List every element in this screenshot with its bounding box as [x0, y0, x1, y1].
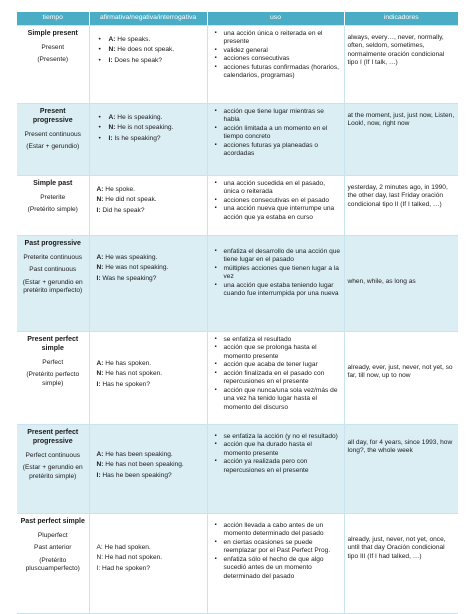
tense-alt-name: Pluperfect: [37, 531, 68, 539]
form-interrogative: [95, 472, 204, 480]
form-text: He has been speaking.: [103, 451, 173, 458]
header-indicadores: indicadores: [344, 12, 458, 26]
indicators-cell: [344, 236, 458, 332]
form-tag: A:: [96, 451, 104, 458]
tense-cell: [17, 26, 89, 104]
indicators-cell: [344, 26, 458, 104]
tense-name: Present progressive: [32, 108, 73, 124]
header-uso: uso: [207, 12, 344, 26]
form-affirmative: [95, 451, 204, 459]
form-affirmative: [97, 36, 204, 44]
indicators-text: already, ever, just, never, not yet, so far, till now, up to now: [347, 364, 453, 380]
form-negative: [95, 461, 204, 469]
form-text: I: Had he spoken?: [96, 564, 151, 572]
tense-name: Simple present: [27, 30, 78, 37]
form-affirmative: [95, 544, 204, 552]
form-text: He speaks.: [115, 36, 151, 43]
form-text: Was he speaking?: [100, 274, 157, 282]
form-negative: [95, 264, 204, 272]
form-negative: [95, 554, 204, 562]
uses-cell: [207, 26, 344, 104]
use-item: ▪ acciones futuras confirmadas (horarios, calendarios, programas): [224, 64, 341, 81]
use-item: ▪ se enfatiza el resultado: [224, 336, 341, 344]
tense-translation: (Estar + gerundio): [26, 143, 80, 151]
tense-alt-name: Perfect continuous: [25, 451, 81, 459]
indicators-text: at the moment, just, just now, Listen, Look!, now, right now: [347, 112, 455, 128]
form-text: Has he been speaking?: [100, 471, 172, 479]
form-tag: I:: [96, 380, 101, 388]
form-text: Has he spoken?: [100, 380, 151, 388]
use-item: ▪ acción que ha durado hasta el momento presente: [224, 441, 341, 458]
tense-alt-name: Preterite: [40, 193, 66, 201]
form-negative: [97, 124, 204, 132]
tense-table: [17, 12, 458, 614]
form-tag: I:: [96, 206, 101, 214]
use-item: ▪ una acción nueva que interrumpe una acción que ya estaba en curso: [224, 205, 341, 222]
form-tag: I:: [108, 134, 113, 142]
indicators-text: always, every…, never, normally, often, seldom, sometimes, normalmente oración condicional tipo I (If I talk, …): [347, 34, 445, 67]
indicators-text: all day, for 4 years, since 1993, how long?, the whole week: [347, 439, 453, 455]
forms-cell: [89, 425, 207, 514]
form-tag: A:: [96, 254, 104, 261]
form-tag: N:: [96, 461, 104, 469]
tense-alt-name-2: Past continuous: [29, 266, 77, 274]
tense-translation: (Pretérito pluscuamperfecto): [25, 556, 80, 573]
form-text: He was not speaking.: [103, 264, 169, 272]
header-row: [17, 12, 458, 26]
use-item: ▪ enfatiza sólo el hecho de que algo sucedió antes de un momento determinado del pasado: [224, 556, 341, 581]
tense-cell: [17, 332, 89, 425]
form-negative: [95, 370, 204, 378]
header-forms: afirmativa/negativa/interrogativa: [89, 12, 207, 26]
uses-cell: [207, 236, 344, 332]
tense-cell: [17, 514, 89, 614]
tense-translation: (Estar + gerundio en pretérito simple): [22, 464, 83, 480]
form-text: He spoke.: [103, 186, 135, 193]
indicators-cell: [344, 514, 458, 614]
tense-name: Present perfect progressive: [27, 429, 79, 445]
table-row: [17, 236, 458, 332]
uses-cell: [207, 104, 344, 176]
indicators-cell: [344, 104, 458, 176]
table-row: [17, 26, 458, 104]
tense-translation: (Presente): [37, 56, 69, 64]
use-item: ▪ acciones consecutivas en el pasado: [224, 197, 341, 205]
use-item: ▪ se enfatiza la acción (y no el resultado): [224, 433, 341, 441]
use-item: ▪ en ciertas ocasiones se puede reemplazar por el Past Perfect Prog.: [224, 539, 341, 556]
tense-cell: [17, 104, 89, 176]
form-text: He has not spoken.: [103, 370, 163, 378]
use-item: ▪ acción finalizada en el pasado con repercusiones en el presente: [224, 370, 341, 387]
use-item: ▪ una acción sucedida en el pasado, única o reiterada: [224, 180, 341, 197]
indicators-text: when, while, as long as: [347, 278, 416, 285]
indicators-cell: [344, 425, 458, 514]
use-item: ▪ acción que nunca/una sola vez/más de una vez ha tenido lugar hasta el momento del discurso: [224, 387, 341, 412]
table-row: [17, 176, 458, 236]
form-text: He was speaking.: [103, 254, 158, 261]
form-text: He does not speak.: [115, 46, 175, 54]
use-item: ▪ acciones futuras ya planeadas o acordadas: [224, 142, 341, 159]
form-affirmative: [95, 254, 204, 262]
use-item: ▪ acción que tiene lugar mientras se habla: [224, 108, 341, 125]
form-affirmative: [95, 186, 204, 194]
use-item: ▪ acciones consecutivas: [224, 55, 341, 63]
forms-cell: [89, 26, 207, 104]
form-interrogative: [95, 565, 204, 573]
uses-cell: [207, 176, 344, 236]
form-text: He has spoken.: [103, 360, 152, 367]
form-text: Does he speak?: [112, 56, 163, 64]
header-tiempo: tiempo: [17, 12, 89, 26]
form-text: Is he speaking?: [112, 134, 161, 142]
use-item: ▪ enfatiza el desarrollo de una acción que tiene lugar en el pasado: [224, 248, 341, 265]
table-row: [17, 332, 458, 425]
use-item: ▪ una acción única o reiterada en el presente: [224, 30, 341, 47]
use-item: ▪ acción llevada a cabo antes de un momento determinado del pasado: [224, 522, 341, 539]
use-item: ▪ validez general: [224, 47, 341, 55]
form-text: He is speaking.: [115, 114, 163, 121]
form-tag: I:: [96, 471, 101, 479]
indicators-text: yesterday, 2 minutes ago, in 1990, the other day, last Friday oración condicional tipo II (If I talked, …): [347, 184, 448, 208]
tense-name: Past perfect simple: [20, 518, 85, 525]
forms-cell: [89, 514, 207, 614]
form-tag: A:: [96, 360, 104, 367]
form-tag: I:: [108, 56, 113, 64]
form-tag: I:: [96, 274, 101, 282]
form-interrogative: [95, 207, 204, 215]
form-interrogative: [97, 135, 204, 143]
table-row: [17, 104, 458, 176]
table-row: [17, 514, 458, 614]
tense-name: Past progressive: [24, 240, 81, 247]
use-item: ▪ múltiples acciones que tienen lugar a la vez: [224, 265, 341, 282]
form-tag: A:: [96, 186, 104, 193]
use-item: ▪ acción limitada a un momento en el tiempo concreto: [224, 125, 341, 142]
forms-cell: [89, 104, 207, 176]
forms-cell: [89, 236, 207, 332]
form-tag: N:: [96, 196, 104, 204]
tense-alt-name-2: Past anterior: [34, 544, 72, 552]
tense-cell: [17, 236, 89, 332]
form-tag: N:: [96, 370, 104, 378]
form-text: Did he speak?: [100, 206, 145, 214]
forms-cell: [89, 332, 207, 425]
tense-alt-name: Preterite continuous: [23, 253, 83, 261]
form-affirmative: [97, 114, 204, 122]
uses-cell: [207, 425, 344, 514]
tense-name: Simple past: [33, 180, 73, 187]
tense-cell: [17, 176, 89, 236]
form-text: He did not speak.: [103, 196, 157, 204]
uses-cell: [207, 332, 344, 425]
tense-alt-name: Perfect: [42, 358, 64, 366]
indicators-cell: [344, 332, 458, 425]
form-interrogative: [95, 275, 204, 283]
form-negative: [95, 196, 204, 204]
table-row: [17, 425, 458, 514]
tense-translation: (Pretérito simple): [27, 206, 78, 214]
use-item: ▪ acción que acaba de tener lugar: [224, 361, 341, 369]
form-negative: [97, 46, 204, 54]
form-interrogative: [97, 57, 204, 65]
tense-name: Present perfect simple: [27, 336, 79, 352]
form-tag: A:: [108, 114, 116, 121]
form-interrogative: [95, 381, 204, 389]
form-tag: N:: [108, 124, 116, 132]
tense-alt-name: Present: [41, 43, 65, 51]
form-affirmative: [95, 360, 204, 368]
form-text: He has not been speaking.: [103, 461, 184, 469]
uses-cell: [207, 514, 344, 614]
tense-alt-name: Present continuous: [24, 130, 81, 138]
indicators-text: already, just, never, not yet, once, until that day Oración condicional tipo III (If I had talked, …): [347, 536, 446, 560]
form-tag: N:: [96, 264, 104, 272]
form-text: A: He had spoken.: [96, 544, 151, 551]
use-item: ▪ acción ya realizada pero con repercusiones en el presente: [224, 458, 341, 475]
forms-cell: [89, 176, 207, 236]
form-tag: N:: [108, 46, 116, 54]
tense-translation: (Estar + gerundio en pretérito imperfecto): [22, 278, 83, 295]
form-tag: A:: [108, 36, 116, 43]
form-text: N: He had not spoken.: [96, 554, 163, 562]
indicators-cell: [344, 176, 458, 236]
form-text: He is not speaking.: [115, 124, 174, 132]
tense-cell: [17, 425, 89, 514]
use-item: ▪ acción que se prolonga hasta el momento presente: [224, 344, 341, 361]
tense-translation: (Pretérito perfecto simple): [26, 371, 80, 387]
use-item: ▪ una acción que estaba teniendo lugar cuando fue interrumpida por una nueva: [224, 282, 341, 299]
